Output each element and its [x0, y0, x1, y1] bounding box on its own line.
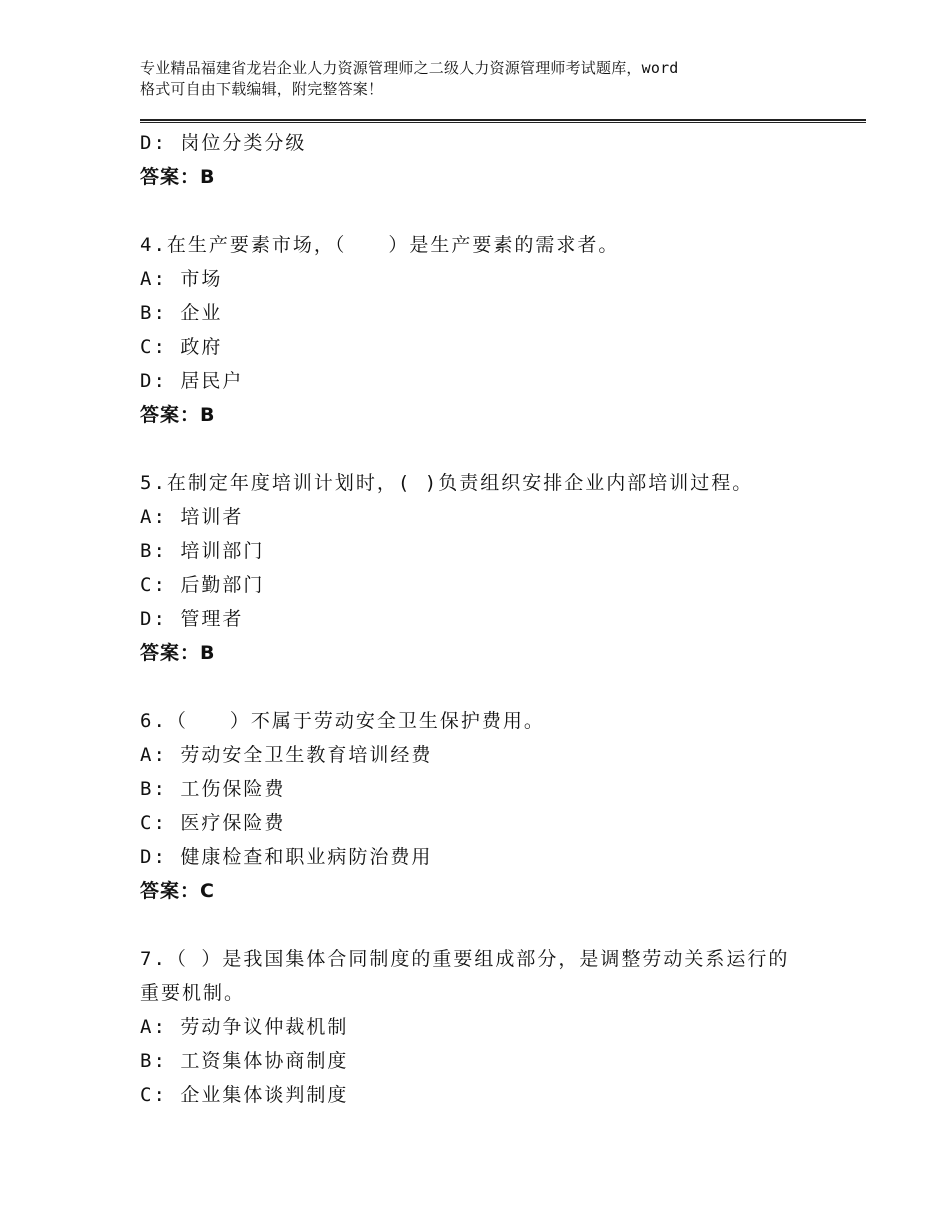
question-3-tail — [140, 126, 860, 194]
option-d: D: 居民户 — [140, 370, 244, 392]
option-c: C: 企业集体谈判制度 — [140, 1084, 349, 1106]
document-body — [140, 126, 860, 1112]
question-stem: 4.在生产要素市场，（ ）是生产要素的需求者。 — [140, 234, 620, 256]
question-4 — [140, 228, 860, 432]
option-b: B: 工资集体协商制度 — [140, 1050, 349, 1072]
question-stem: 5.在制定年度培训计划时，( )负责组织安排企业内部培训过程。 — [140, 472, 754, 494]
option-b: B: 工伤保险费 — [140, 778, 286, 800]
question-5 — [140, 466, 860, 670]
header-title-line-2: 格式可自由下载编辑，附完整答案！ — [140, 80, 384, 98]
option-c: C: 医疗保险费 — [140, 812, 286, 834]
option-d: D: 管理者 — [140, 608, 244, 630]
option-b: B: 企业 — [140, 302, 223, 324]
answer: 答案：B — [140, 166, 216, 188]
option-a: A: 劳动安全卫生教育培训经费 — [140, 744, 433, 766]
question-stem: 6.（ ）不属于劳动安全卫生保护费用。 — [140, 710, 545, 732]
question-stem-line-2: 重要机制。 — [140, 982, 246, 1004]
answer: 答案：B — [140, 404, 216, 426]
option-a: A: 培训者 — [140, 506, 244, 528]
question-6 — [140, 704, 860, 908]
option-c: C: 政府 — [140, 336, 223, 358]
header-title-line-1: 专业精品福建省龙岩企业人力资源管理师之二级人力资源管理师考试题库，word — [140, 59, 679, 77]
header-divider — [140, 119, 866, 123]
option-c: C: 后勤部门 — [140, 574, 265, 596]
option-d: D: 健康检查和职业病防治费用 — [140, 846, 433, 868]
option-b: B: 培训部门 — [140, 540, 265, 562]
question-stem-line-1: 7.（ ）是我国集体合同制度的重要组成部分，是调整劳动关系运行的 — [140, 948, 790, 970]
answer: 答案：B — [140, 642, 216, 664]
option-a: A: 市场 — [140, 268, 223, 290]
question-7 — [140, 942, 860, 1112]
option-d: D: 岗位分类分级 — [140, 132, 307, 154]
page-header — [140, 58, 840, 100]
answer: 答案：C — [140, 880, 215, 902]
option-a: A: 劳动争议仲裁机制 — [140, 1016, 349, 1038]
